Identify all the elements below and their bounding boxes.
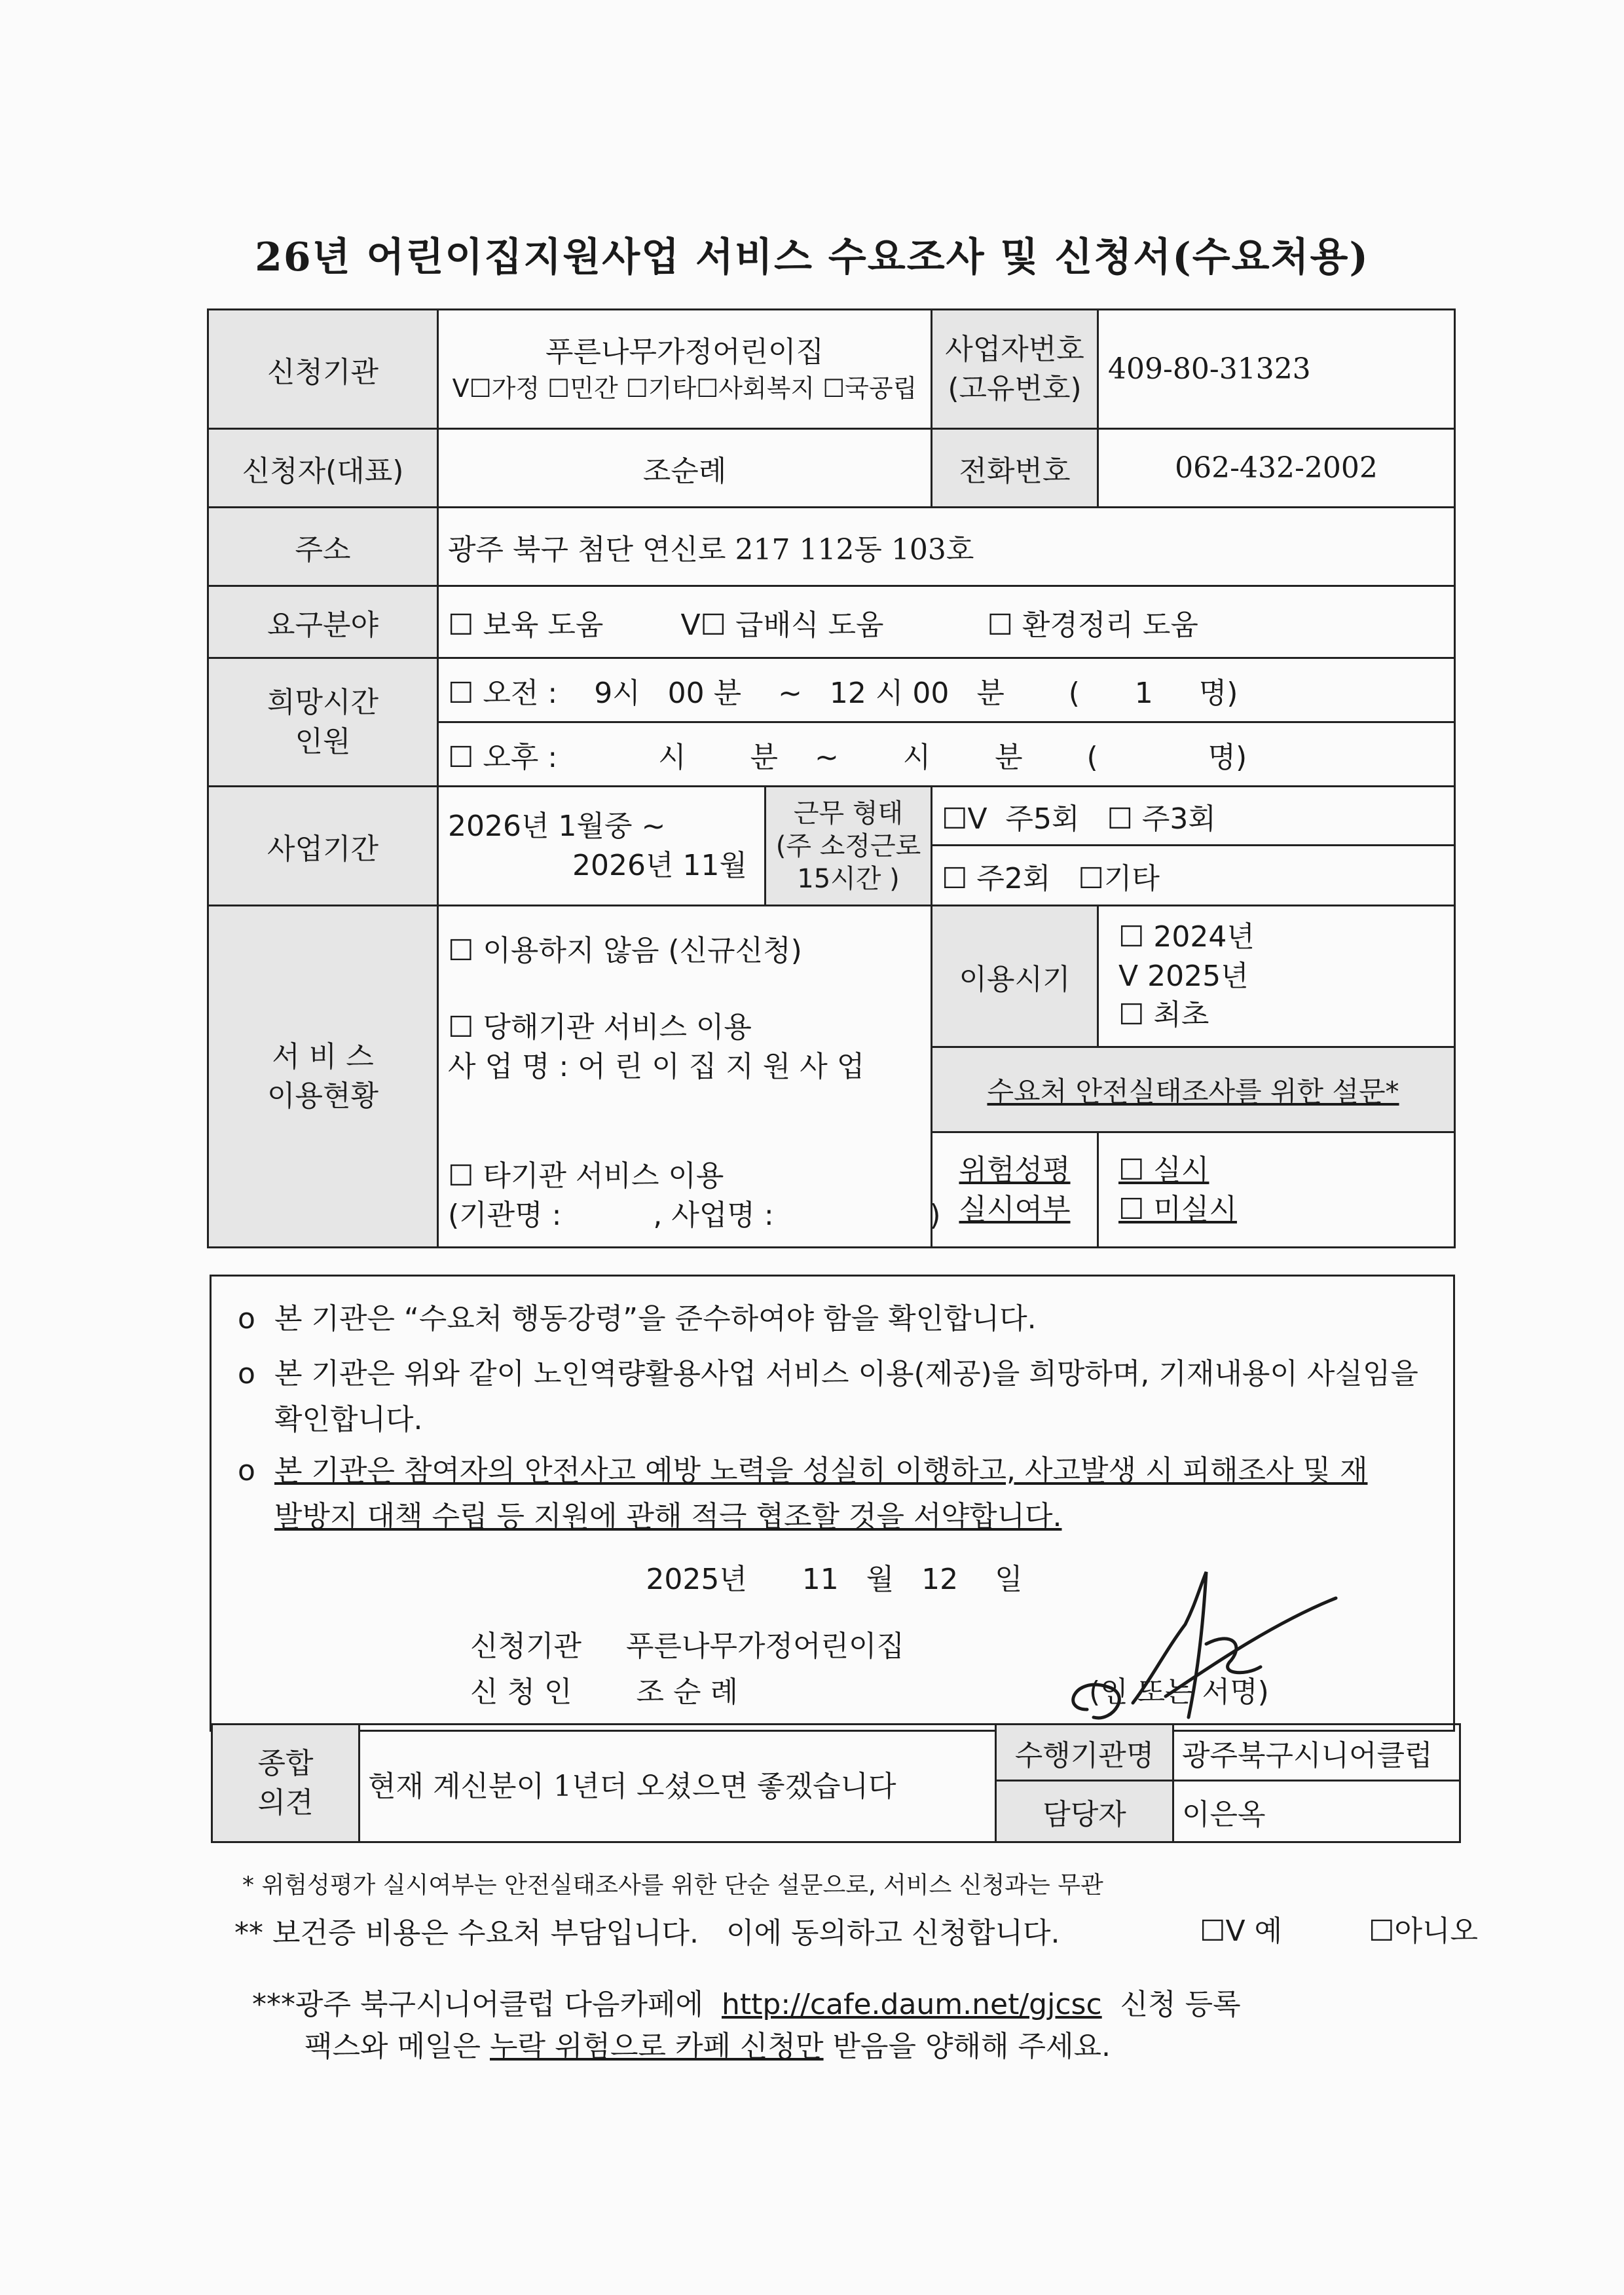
field-option-care: ☐ 보육 도움 — [448, 608, 604, 642]
pledge-item-3 — [238, 1448, 1430, 1540]
row-address — [208, 508, 1455, 586]
label-field: 요구분야 — [208, 586, 438, 658]
label-risk — [932, 1132, 1098, 1248]
usage-time-2025: V 2025년 — [1118, 959, 1249, 993]
footnote-4-a: 팩스와 메일은 — [304, 2030, 481, 2063]
row-representative — [208, 429, 1455, 508]
period-value — [438, 787, 766, 906]
hope-pm-line: ☐ 오후 : 시 분 ~ 시 분 ( 명) — [438, 722, 1455, 787]
opinion-value: 현재 계신분이 1년더 오셨으면 좋겠습니다 — [360, 1725, 996, 1842]
usage-option-same: ☐ 당해기관 서비스 이용 — [448, 1011, 752, 1045]
signer-person-value: 조 순 례 — [636, 1675, 738, 1709]
label-hope-time: 희망시간 — [267, 686, 378, 720]
pledge-date: 2025년 11 월 12 일 — [646, 1563, 1023, 1596]
label-agency: 수행기관명 — [996, 1725, 1173, 1781]
opinion-table — [211, 1723, 1461, 1843]
representative-value: 조순례 — [438, 429, 932, 508]
label-address: 주소 — [208, 508, 438, 586]
row-hope-am — [208, 658, 1455, 722]
footnote-2: ** 보건증 비용은 수요처 부담입니다. 이에 동의하고 신청합니다. — [234, 1916, 1060, 1950]
label-work-type-1: 근무 형태 — [793, 798, 904, 829]
phone-value: 062-432-2002 — [1098, 429, 1455, 508]
pledge-text-2b: 확인합니다. — [274, 1403, 423, 1437]
signer-person-label: 신 청 인 — [470, 1675, 572, 1709]
label-hope-people: 인원 — [295, 724, 351, 758]
signer-org-line — [470, 1624, 904, 1670]
label-usage — [208, 906, 438, 1248]
pledge-item-2 — [238, 1351, 1430, 1444]
bullet: o — [238, 1357, 255, 1390]
period-line2: 2026년 11월 — [572, 848, 747, 882]
usage-biz-name: 사 업 명 : 어 린 이 집 지 원 사 업 — [448, 1049, 865, 1083]
footnote-2-no: ☐아니오 — [1369, 1914, 1478, 1948]
label-phone: 전화번호 — [932, 429, 1098, 508]
row-field — [208, 586, 1455, 658]
label-usage-time: 이용시기 — [932, 906, 1098, 1047]
usage-option-other: ☐ 타기관 서비스 이용 — [448, 1159, 724, 1193]
label-opinion-1: 종합 — [257, 1747, 314, 1781]
period-line1: 2026년 1월중 ~ — [448, 810, 666, 844]
label-manager: 담당자 — [996, 1781, 1173, 1842]
applicant-org-cell — [438, 310, 932, 429]
pledge-text-2a: 본 기관은 위와 같이 노인역량활용사업 서비스 이용(제공)을 희망하며, 기재내용이 사실임을 — [274, 1357, 1418, 1390]
footnote-4-underlined: 누락 위험으로 카페 신청만 — [490, 2030, 824, 2063]
row-applicant-org — [208, 310, 1455, 429]
footnote-4-b: 받음을 양해해 주세요. — [832, 2030, 1111, 2063]
usage-other-detail: (기관명 : , 사업명 : ) — [448, 1198, 941, 1232]
footnote-3 — [252, 1981, 1241, 2023]
label-risk-2: 실시여부 — [959, 1192, 1071, 1226]
label-usage-2: 이용현황 — [267, 1079, 378, 1113]
field-option-cleaning: ☐ 환경정리 도움 — [987, 608, 1198, 642]
opinion-row-1 — [212, 1725, 1460, 1781]
label-period: 사업기간 — [208, 787, 438, 906]
label-hope — [208, 658, 438, 787]
risk-options — [1098, 1132, 1455, 1248]
work-type-row1: ☐V 주5회 ☐ 주3회 — [932, 787, 1455, 846]
field-options — [438, 586, 1455, 658]
label-opinion-2: 의견 — [257, 1785, 314, 1819]
risk-option-not-done: ☐ 미실시 — [1118, 1192, 1237, 1226]
application-form-table — [207, 308, 1456, 1248]
pledge-text-1: 본 기관은 “수요처 행동강령”을 준수하여야 함을 확인합니다. — [274, 1302, 1037, 1335]
label-biz-no-1: 사업자번호 — [945, 333, 1084, 367]
signer-person-line — [470, 1670, 738, 1715]
label-work-type-3: 15시간 ) — [797, 863, 900, 894]
applicant-org-name: 푸른나무가정어린이집 — [545, 335, 824, 369]
pledge-item-1 — [238, 1296, 1430, 1342]
label-work-type-2: (주 소정근로 — [775, 830, 921, 861]
applicant-org-types: V☐가정 ☐민간 ☐기타☐사회복지 ☐국공립 — [452, 373, 917, 403]
biz-no-value: 409-80-31323 — [1098, 310, 1455, 429]
label-work-type — [766, 787, 932, 906]
signer-org-value: 푸른나무가정어린이집 — [626, 1630, 905, 1663]
row-period-1 — [208, 787, 1455, 846]
usage-options — [438, 906, 941, 1248]
hope-am-line: ☐ 오전 : 9시 00 분 ~ 12 시 00 분 ( 1 명) — [438, 658, 1455, 722]
survey-title: 수요처 안전실태조사를 위한 설문* — [932, 1047, 1455, 1132]
agency-value: 광주북구시니어클럽 — [1173, 1725, 1460, 1781]
footnote-3-suffix: 신청 등록 — [1120, 1988, 1241, 2021]
document-title: 26년 어린이집지원사업 서비스 수요조사 및 신청서(수요처용) — [255, 234, 1369, 280]
usage-option-none: ☐ 이용하지 않음 (신규신청) — [448, 934, 802, 967]
row-usage-1 — [208, 906, 1455, 1047]
sign-label: (인 또는 서명) — [1089, 1675, 1269, 1709]
label-applicant-org: 신청기관 — [208, 310, 438, 429]
label-opinion — [212, 1725, 360, 1842]
bullet: o — [238, 1454, 255, 1487]
footnote-4 — [304, 2023, 1111, 2064]
field-option-meal: V☐ 급배식 도움 — [680, 608, 884, 642]
signer-org-label: 신청기관 — [470, 1630, 582, 1663]
label-representative: 신청자(대표) — [208, 429, 438, 508]
footnote-1: * 위험성평가 실시여부는 안전실태조사를 위한 단순 설문으로, 서비스 신청과는 무관 — [242, 1872, 1103, 1899]
footnote-2-yes: ☐V 예 — [1200, 1914, 1283, 1948]
pledge-text-3b: 발방지 대책 수립 등 지원에 관해 적극 협조할 것을 서약합니다. — [274, 1500, 1062, 1534]
usage-time-first: ☐ 최초 — [1118, 998, 1209, 1032]
work-type-row2: ☐ 주2회 ☐기타 — [932, 846, 1455, 906]
bullet: o — [238, 1302, 255, 1335]
footnote-3-prefix: ***광주 북구시니어클럽 다음카페에 — [252, 1988, 704, 2021]
risk-option-done: ☐ 실시 — [1118, 1153, 1209, 1187]
manager-value: 이은옥 — [1173, 1781, 1460, 1842]
label-risk-1: 위험성평 — [959, 1153, 1071, 1187]
pledge-text-3a: 본 기관은 참여자의 안전사고 예방 노력을 성실히 이행하고, 사고발생 시 피해조사 및 재 — [274, 1454, 1368, 1487]
label-biz-no-2: (고유번호) — [948, 371, 1082, 405]
usage-time-2024: ☐ 2024년 — [1118, 920, 1255, 954]
cafe-link[interactable]: http://cafe.daum.net/gjcsc — [722, 1988, 1102, 2021]
label-biz-no — [932, 310, 1098, 429]
label-usage-1: 서 비 스 — [272, 1040, 374, 1074]
address-value: 광주 북구 첨단 연신로 217 112동 103호 — [438, 508, 1455, 586]
usage-time-options — [1098, 906, 1455, 1047]
